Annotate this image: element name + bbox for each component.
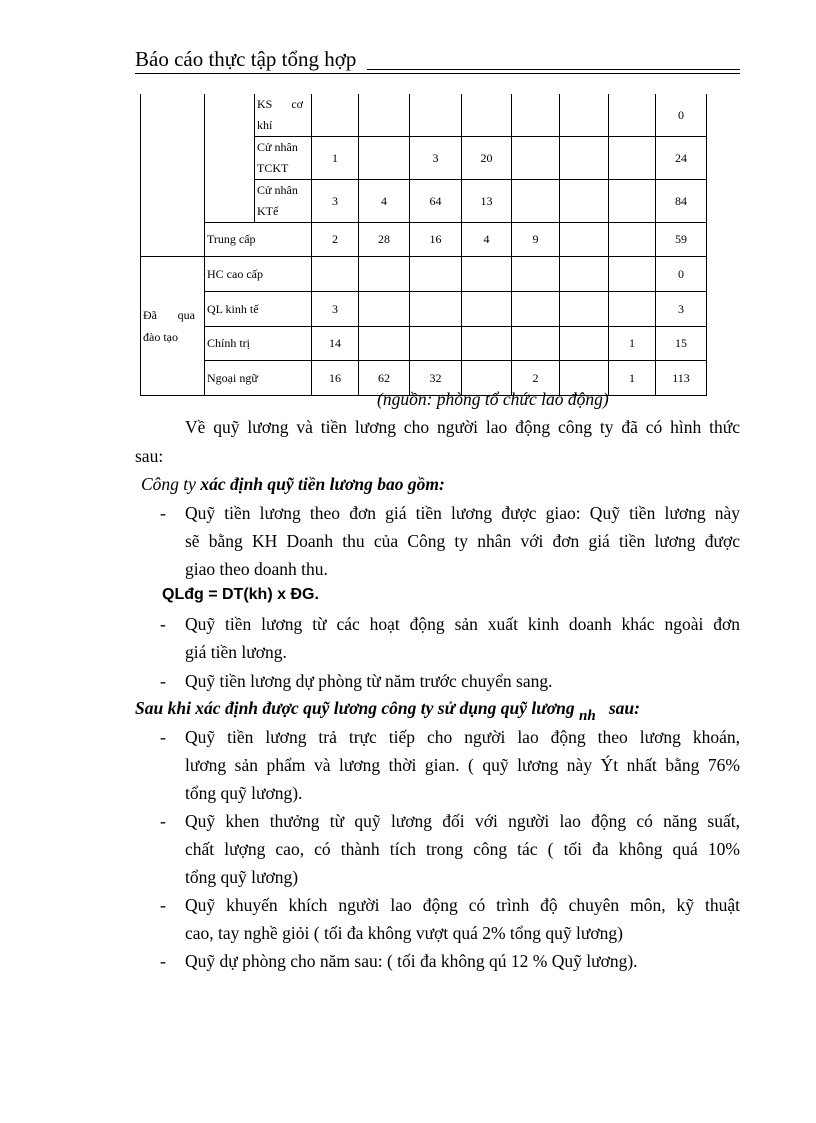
total-cell: 3 — [656, 292, 707, 327]
blank-cell — [205, 94, 255, 223]
table-cell — [560, 137, 609, 180]
bullet-text: chất lượng cao, có thành tích trong công tác ( tối đa không quá 10% — [185, 839, 740, 859]
blank-cell — [141, 180, 205, 223]
section-heading: Công ty xác định quỹ tiền lương bao gồm: — [141, 474, 445, 494]
bullet-text: Quỹ khuyến khích người lao động có trình độ chuyên môn, kỹ thuật — [185, 895, 740, 915]
table-cell — [512, 180, 560, 223]
table-cell — [609, 257, 656, 292]
bullet-dash: - — [160, 727, 166, 747]
table-cell: 20 — [462, 137, 512, 180]
table-cell: 16 — [312, 361, 359, 396]
bullet-text: Quỹ khen thưởng từ quỹ lương đối với người lao động có năng suất, — [185, 811, 740, 831]
blank-cell — [141, 223, 205, 257]
row-label: Trung cấp — [205, 223, 312, 257]
total-cell: 24 — [656, 137, 707, 180]
table-cell: 16 — [410, 223, 462, 257]
bullet-text: tổng quỹ lương). — [185, 783, 303, 803]
table-cell: 28 — [359, 223, 410, 257]
bullet-text: Quỹ tiền lương từ các hoạt động sản xuất kinh doanh khác ngoài đơn — [185, 614, 740, 634]
table-cell — [359, 257, 410, 292]
table-cell — [560, 292, 609, 327]
table-cell — [609, 223, 656, 257]
total-cell: 15 — [656, 327, 707, 361]
table-cell: 32 — [410, 361, 462, 396]
bullet-dash: - — [160, 671, 166, 691]
bullet-text: lương sản phẩm và lương thời gian. ( quỹ lương này Ýt nhất bằng 76% — [185, 755, 740, 775]
table-cell — [609, 292, 656, 327]
formula: QLđg = DT(kh) x ĐG. — [162, 586, 319, 603]
total-cell: 59 — [656, 223, 707, 257]
table-cell: 13 — [462, 180, 512, 223]
bullet-dash: - — [160, 614, 166, 634]
table-cell — [512, 257, 560, 292]
bullet-dash: - — [160, 951, 166, 971]
row-label: Cử nhân TCKT — [255, 137, 312, 180]
table-cell — [609, 180, 656, 223]
group-label: Đã qua đào tạo — [141, 257, 205, 396]
header-rule — [367, 69, 740, 70]
table-cell — [312, 257, 359, 292]
table-cell — [609, 94, 656, 137]
bullet-text: Quỹ tiền lương dự phòng từ năm trước chuyển sang. — [185, 671, 553, 691]
staff-qualification-table — [140, 94, 707, 396]
table-cell: 9 — [512, 223, 560, 257]
table-cell: 1 — [609, 361, 656, 396]
table-cell — [410, 257, 462, 292]
table-row — [141, 223, 707, 257]
intro-line: sau: — [135, 446, 164, 466]
table-cell: 2 — [312, 223, 359, 257]
bullet-text: Quỹ tiền lương theo đơn giá tiền lương được giao: Quỹ tiền lương này — [185, 503, 740, 523]
row-label: Ngoại ngữ — [205, 361, 312, 396]
table-cell — [560, 223, 609, 257]
table-cell: 3 — [410, 137, 462, 180]
blank-cell — [141, 94, 205, 137]
table-cell — [359, 292, 410, 327]
table-cell — [560, 180, 609, 223]
bullet-dash: - — [160, 503, 166, 523]
table-cell: 1 — [609, 327, 656, 361]
table-cell — [312, 94, 359, 137]
bullet-text: sẽ bằng KH Doanh thu của Công ty nhân với đơn giá tiền lương được — [185, 531, 740, 551]
table-cell: 64 — [410, 180, 462, 223]
bullet-text: giao theo doanh thu. — [185, 559, 328, 579]
intro-line: Về quỹ lương và tiền lương cho người lao động công ty đã có hình thức — [185, 417, 740, 437]
table-row — [141, 327, 707, 361]
total-cell: 0 — [656, 94, 707, 137]
table-cell — [410, 94, 462, 137]
table-cell — [512, 137, 560, 180]
bullet-text: cao, tay nghề giỏi ( tối đa không vượt quá 2% tổng quỹ lương) — [185, 923, 623, 943]
header-rule-lower — [135, 73, 740, 74]
table-cell — [560, 257, 609, 292]
page-header — [135, 47, 740, 77]
table-cell: 14 — [312, 327, 359, 361]
table-cell — [359, 94, 410, 137]
table-row — [141, 94, 707, 137]
table-cell: 62 — [359, 361, 410, 396]
bullet-text: Quỹ tiền lương trả trực tiếp cho người lao động theo lương khoán, — [185, 727, 740, 747]
row-label: Cử nhân KTế — [255, 180, 312, 223]
header-title: Báo cáo thực tập tổng hợp — [135, 47, 357, 71]
bullet-text: Quỹ dự phòng cho năm sau: ( tối đa không qú 12 % Quỹ lương). — [185, 951, 638, 971]
total-cell: 84 — [656, 180, 707, 223]
table-cell — [462, 292, 512, 327]
row-label: Chính trị — [205, 327, 312, 361]
table-cell — [359, 137, 410, 180]
table-cell — [560, 94, 609, 137]
table-cell — [462, 94, 512, 137]
table-source: (nguồn: phòng tổ chức lao động) — [377, 389, 609, 409]
section-heading: Sau khi xác định được quỹ lương công ty sử dụng quỹ lương nh sau: — [135, 698, 640, 724]
table-cell: 1 — [312, 137, 359, 180]
table-cell — [462, 327, 512, 361]
bullet-text: giá tiền lương. — [185, 642, 287, 662]
row-label: QL kinh tế — [205, 292, 312, 327]
bullet-text: tổng quỹ lương) — [185, 867, 299, 887]
table-cell — [560, 327, 609, 361]
table-cell — [359, 327, 410, 361]
table-cell — [512, 292, 560, 327]
table-cell — [512, 327, 560, 361]
row-label: HC cao cấp — [205, 257, 312, 292]
table-cell: 2 — [512, 361, 560, 396]
row-label: KS cơ khí — [255, 94, 312, 137]
table-cell: 4 — [462, 223, 512, 257]
table-cell — [410, 327, 462, 361]
table-cell — [512, 94, 560, 137]
table-row — [141, 292, 707, 327]
bullet-dash: - — [160, 895, 166, 915]
total-cell: 113 — [656, 361, 707, 396]
table-cell: 4 — [359, 180, 410, 223]
table-cell: 3 — [312, 292, 359, 327]
table-cell — [609, 137, 656, 180]
table-cell — [462, 257, 512, 292]
total-cell: 0 — [656, 257, 707, 292]
blank-cell — [141, 137, 205, 180]
bullet-dash: - — [160, 811, 166, 831]
table-cell — [410, 292, 462, 327]
table-row — [141, 257, 707, 292]
table-cell: 3 — [312, 180, 359, 223]
